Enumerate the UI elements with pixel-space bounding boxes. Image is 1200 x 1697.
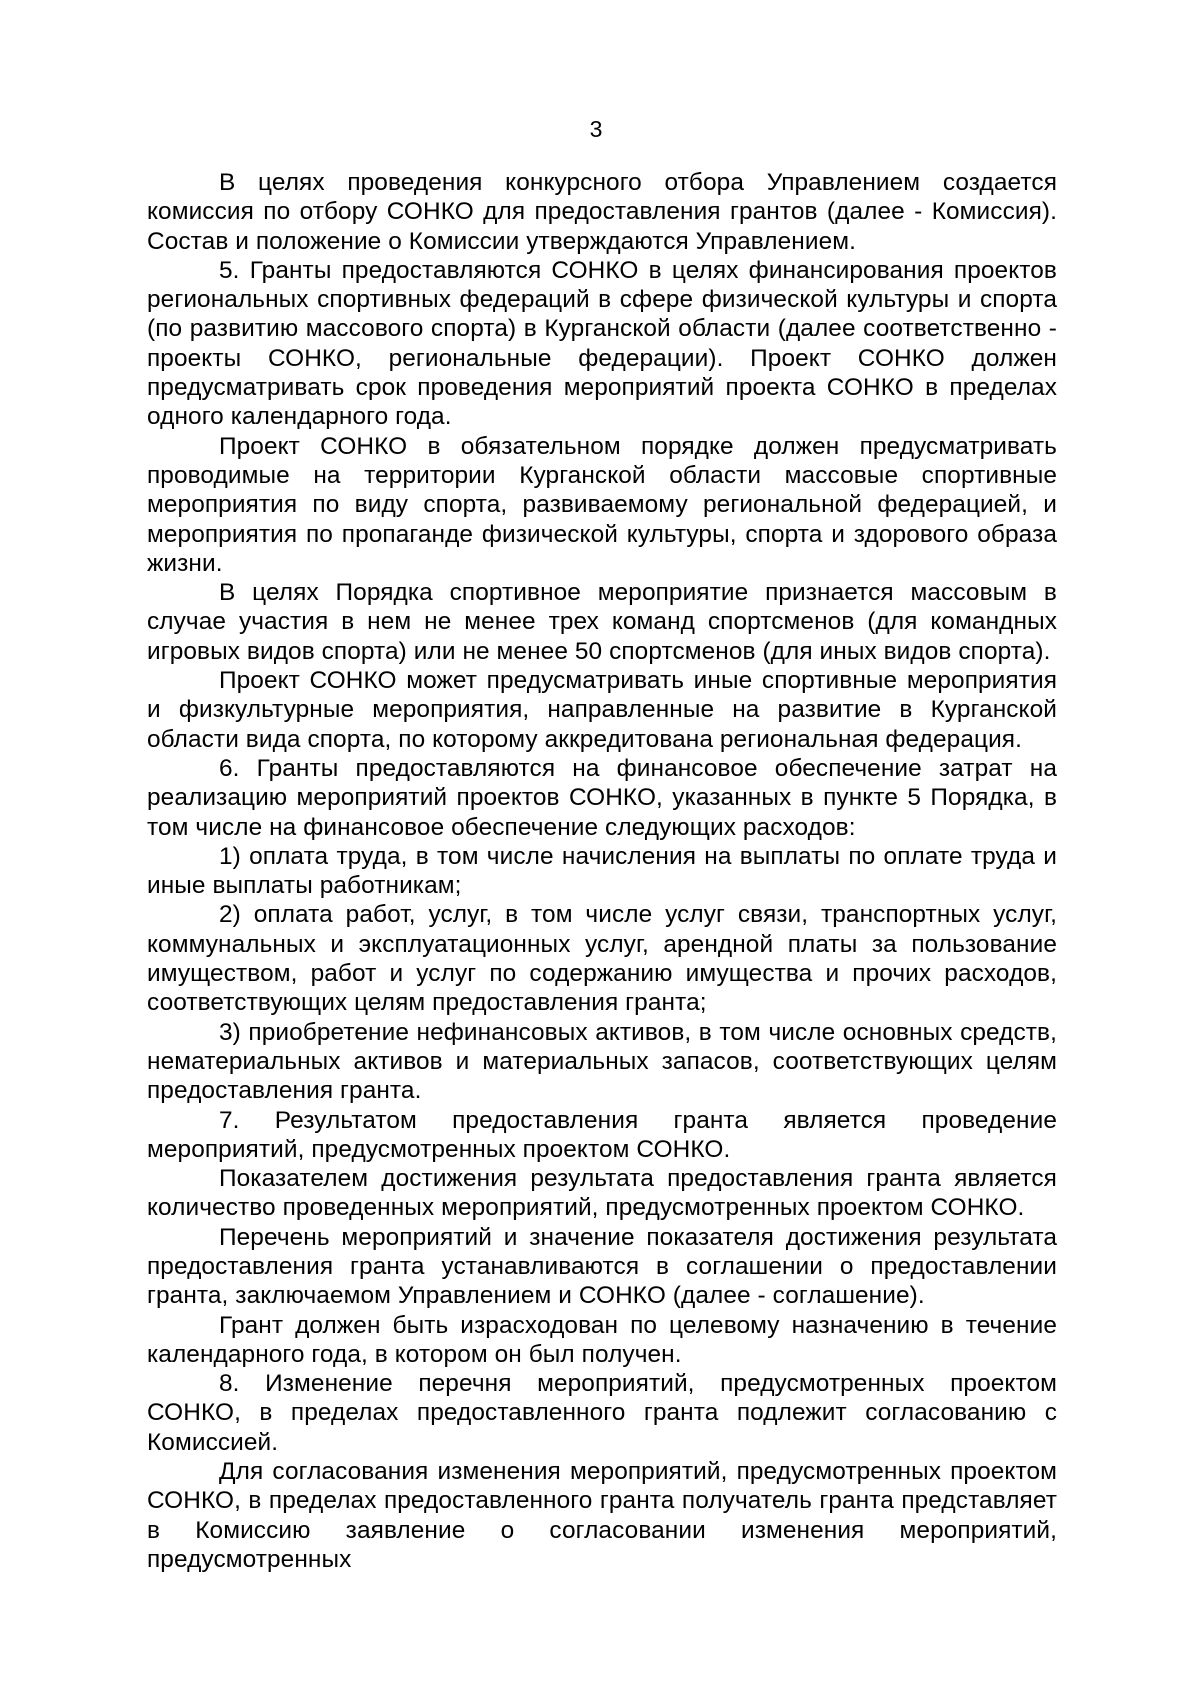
paragraph: В целях Порядка спортивное мероприятие признается массовым в случае участия в нем не менее трех команд спортсменов (для командных игровых видов спорта) или не менее 50 спортсменов (для иных видов спорта). — [147, 579, 1057, 665]
page-number: 3 — [589, 116, 603, 142]
paragraph: Грант должен быть израсходован по целевому назначению в течение календарного года, в котором он был получен. — [147, 1311, 1057, 1368]
list-item: 2) оплата работ, услуг, в том числе услуг связи, транспортных услуг, коммунальных и эксплуатационных услуг, арендной платы за пользование имуществом, работ и услуг по содержанию имущества и прочих расходов, соответствующих целям предоставления гранта; — [147, 901, 1057, 1017]
paragraph: 7. Результатом предоставления гранта является проведение мероприятий, предусмотренных проектом СОНКО. — [147, 1106, 1057, 1163]
paragraph: 6. Гранты предоставляются на финансовое обеспечение затрат на реализацию мероприятий проектов СОНКО, указанных в пункте 5 Порядка, в том числе на финансовое обеспечение следующих расходов: — [147, 754, 1057, 841]
paragraph: Проект СОНКО может предусматривать иные спортивные мероприятия и физкультурные мероприятия, направленные на развитие в Курганской области вида спорта, по которому аккредитована региональная федерация. — [147, 667, 1057, 753]
paragraph: Перечень мероприятий и значение показателя достижения результата предоставления гранта устанавливаются в соглашении о предоставлении гранта, заключаемом Управлением и СОНКО (далее - соглашение). — [147, 1223, 1057, 1310]
list-item: 3) приобретение нефинансовых активов, в том числе основных средств, нематериальных активов и материальных запасов, соответствующих целям предоставления гранта. — [147, 1018, 1057, 1105]
paragraph: 8. Изменение перечня мероприятий, предусмотренных проектом СОНКО, в пределах предоставленного гранта подлежит согласованию с Комиссией. — [147, 1370, 1057, 1456]
paragraph: Для согласования изменения мероприятий, предусмотренных проектом СОНКО, в пределах предоставленного гранта получатель гранта представляет в Комиссию заявление о согласовании изменения мероприятий, предусмотренных — [147, 1458, 1057, 1573]
paragraph: 5. Гранты предоставляются СОНКО в целях финансирования проектов региональных спортивных федераций в сфере физической культуры и спорта (по развитию массового спорта) в Курганской области (далее соответственно - проекты СОНКО, региональные федерации). Проект СОНКО должен предусматривать срок проведения мероприятий проекта СОНКО в пределах одного календарного года. — [147, 256, 1057, 431]
list-item: 1) оплата труда, в том числе начисления на выплаты по оплате труда и иные выплаты работникам; — [147, 842, 1057, 900]
paragraph: Проект СОНКО в обязательном порядке должен предусматривать проводимые на территории Курганской области массовые спортивные мероприятия по виду спорта, развиваемому региональной федерацией, и мероприятия по пропаганде физической культуры, спорта и здорового образа жизни. — [147, 432, 1057, 577]
paragraph: В целях проведения конкурсного отбора Управлением создается комиссия по отбору СОНКО для предоставления грантов (далее - Комиссия). Состав и положение о Комиссии утверждаются Управлением. — [147, 169, 1057, 255]
document-body — [147, 168, 1057, 1574]
paragraph: Показателем достижения результата предоставления гранта является количество проведенных мероприятий, предусмотренных проектом СОНКО. — [147, 1165, 1057, 1222]
